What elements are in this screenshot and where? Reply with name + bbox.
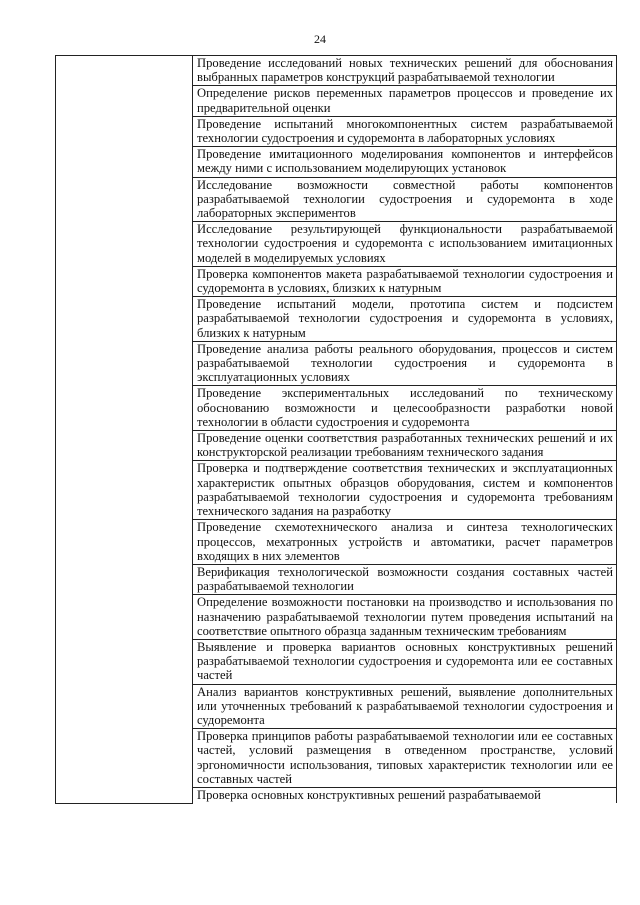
activity-cell: Проведение испытаний модели, прототипа систем и подсистем разрабатываемой технологии судостроения и судоремонта в условиях, близких к натурным bbox=[193, 297, 617, 342]
activity-cell: Выявление и проверка вариантов основных конструктивных решений разрабатываемой технологии судостроения и судоремонта или ее составных частей bbox=[193, 639, 617, 684]
activity-cell: Проведение экспериментальных исследований по техническому обоснованию возможности и целесообразности разработки новой технологии в области судостроения и судоремонта bbox=[193, 386, 617, 431]
activity-cell: Определение возможности постановки на производство и использования по назначению разрабатываемой технологии путем проведения испытаний на соответствие опытного образца заданным техническим требованиям bbox=[193, 595, 617, 640]
page-number: 24 bbox=[314, 32, 326, 46]
activity-cell: Проверка основных конструктивных решений разрабатываемой bbox=[193, 787, 617, 803]
activity-cell: Проведение схемотехнического анализа и синтеза технологических процессов, мехатронных устройств и автоматики, расчет параметров входящих в них элементов bbox=[193, 520, 617, 565]
table-body bbox=[56, 56, 617, 804]
activity-cell: Исследование возможности совместной работы компонентов разрабатываемой технологии судостроения и судоремонта в ходе лабораторных экспериментов bbox=[193, 177, 617, 222]
activity-cell: Проверка и подтверждение соответствия технических и эксплуатационных характеристик опытных образцов оборудования, систем и компонентов разрабатываемой технологии судостроения и судоремонта требованиям технического задания на разработку bbox=[193, 461, 617, 520]
requirements-table bbox=[55, 55, 617, 804]
activity-cell: Анализ вариантов конструктивных решений, выявление дополнительных или уточненных требований к разрабатываемой технологии судостроения и судоремонта bbox=[193, 684, 617, 729]
activity-cell: Определение рисков переменных параметров процессов и проведение их предварительной оценки bbox=[193, 86, 617, 116]
left-cell bbox=[56, 56, 193, 804]
activity-cell: Проведение оценки соответствия разработанных технических решений и их конструкторской реализации требованиям технического задания bbox=[193, 431, 617, 461]
activity-cell: Проведение исследований новых технических решений для обоснования выбранных параметров конструкций разрабатываемой технологии bbox=[193, 56, 617, 86]
activity-cell: Проверка компонентов макета разрабатываемой технологии судостроения и судоремонта в условиях, близких к натурным bbox=[193, 266, 617, 296]
activity-cell: Верификация технологической возможности создания составных частей разрабатываемой технологии bbox=[193, 564, 617, 594]
activity-cell: Проведение анализа работы реального оборудования, процессов и систем разрабатываемой технологии судостроения и судоремонта в эксплуатационных условиях bbox=[193, 341, 617, 386]
activity-cell: Проверка принципов работы разрабатываемой технологии или ее составных частей, условий размещения в отведенном пространстве, условий эргономичности использования, типовых характеристик технологии или ее составных частей bbox=[193, 729, 617, 788]
table-row bbox=[56, 56, 617, 86]
activity-cell: Проведение испытаний многокомпонентных систем разрабатываемой технологии судостроения и судоремонта в лабораторных условиях bbox=[193, 116, 617, 146]
activity-cell: Проведение имитационного моделирования компонентов и интерфейсов между ними с использованием моделирующих установок bbox=[193, 147, 617, 177]
activity-cell: Исследование результирующей функциональности разрабатываемой технологии судостроения и судоремонта с использованием имитационных моделей в моделируемых условиях bbox=[193, 222, 617, 267]
